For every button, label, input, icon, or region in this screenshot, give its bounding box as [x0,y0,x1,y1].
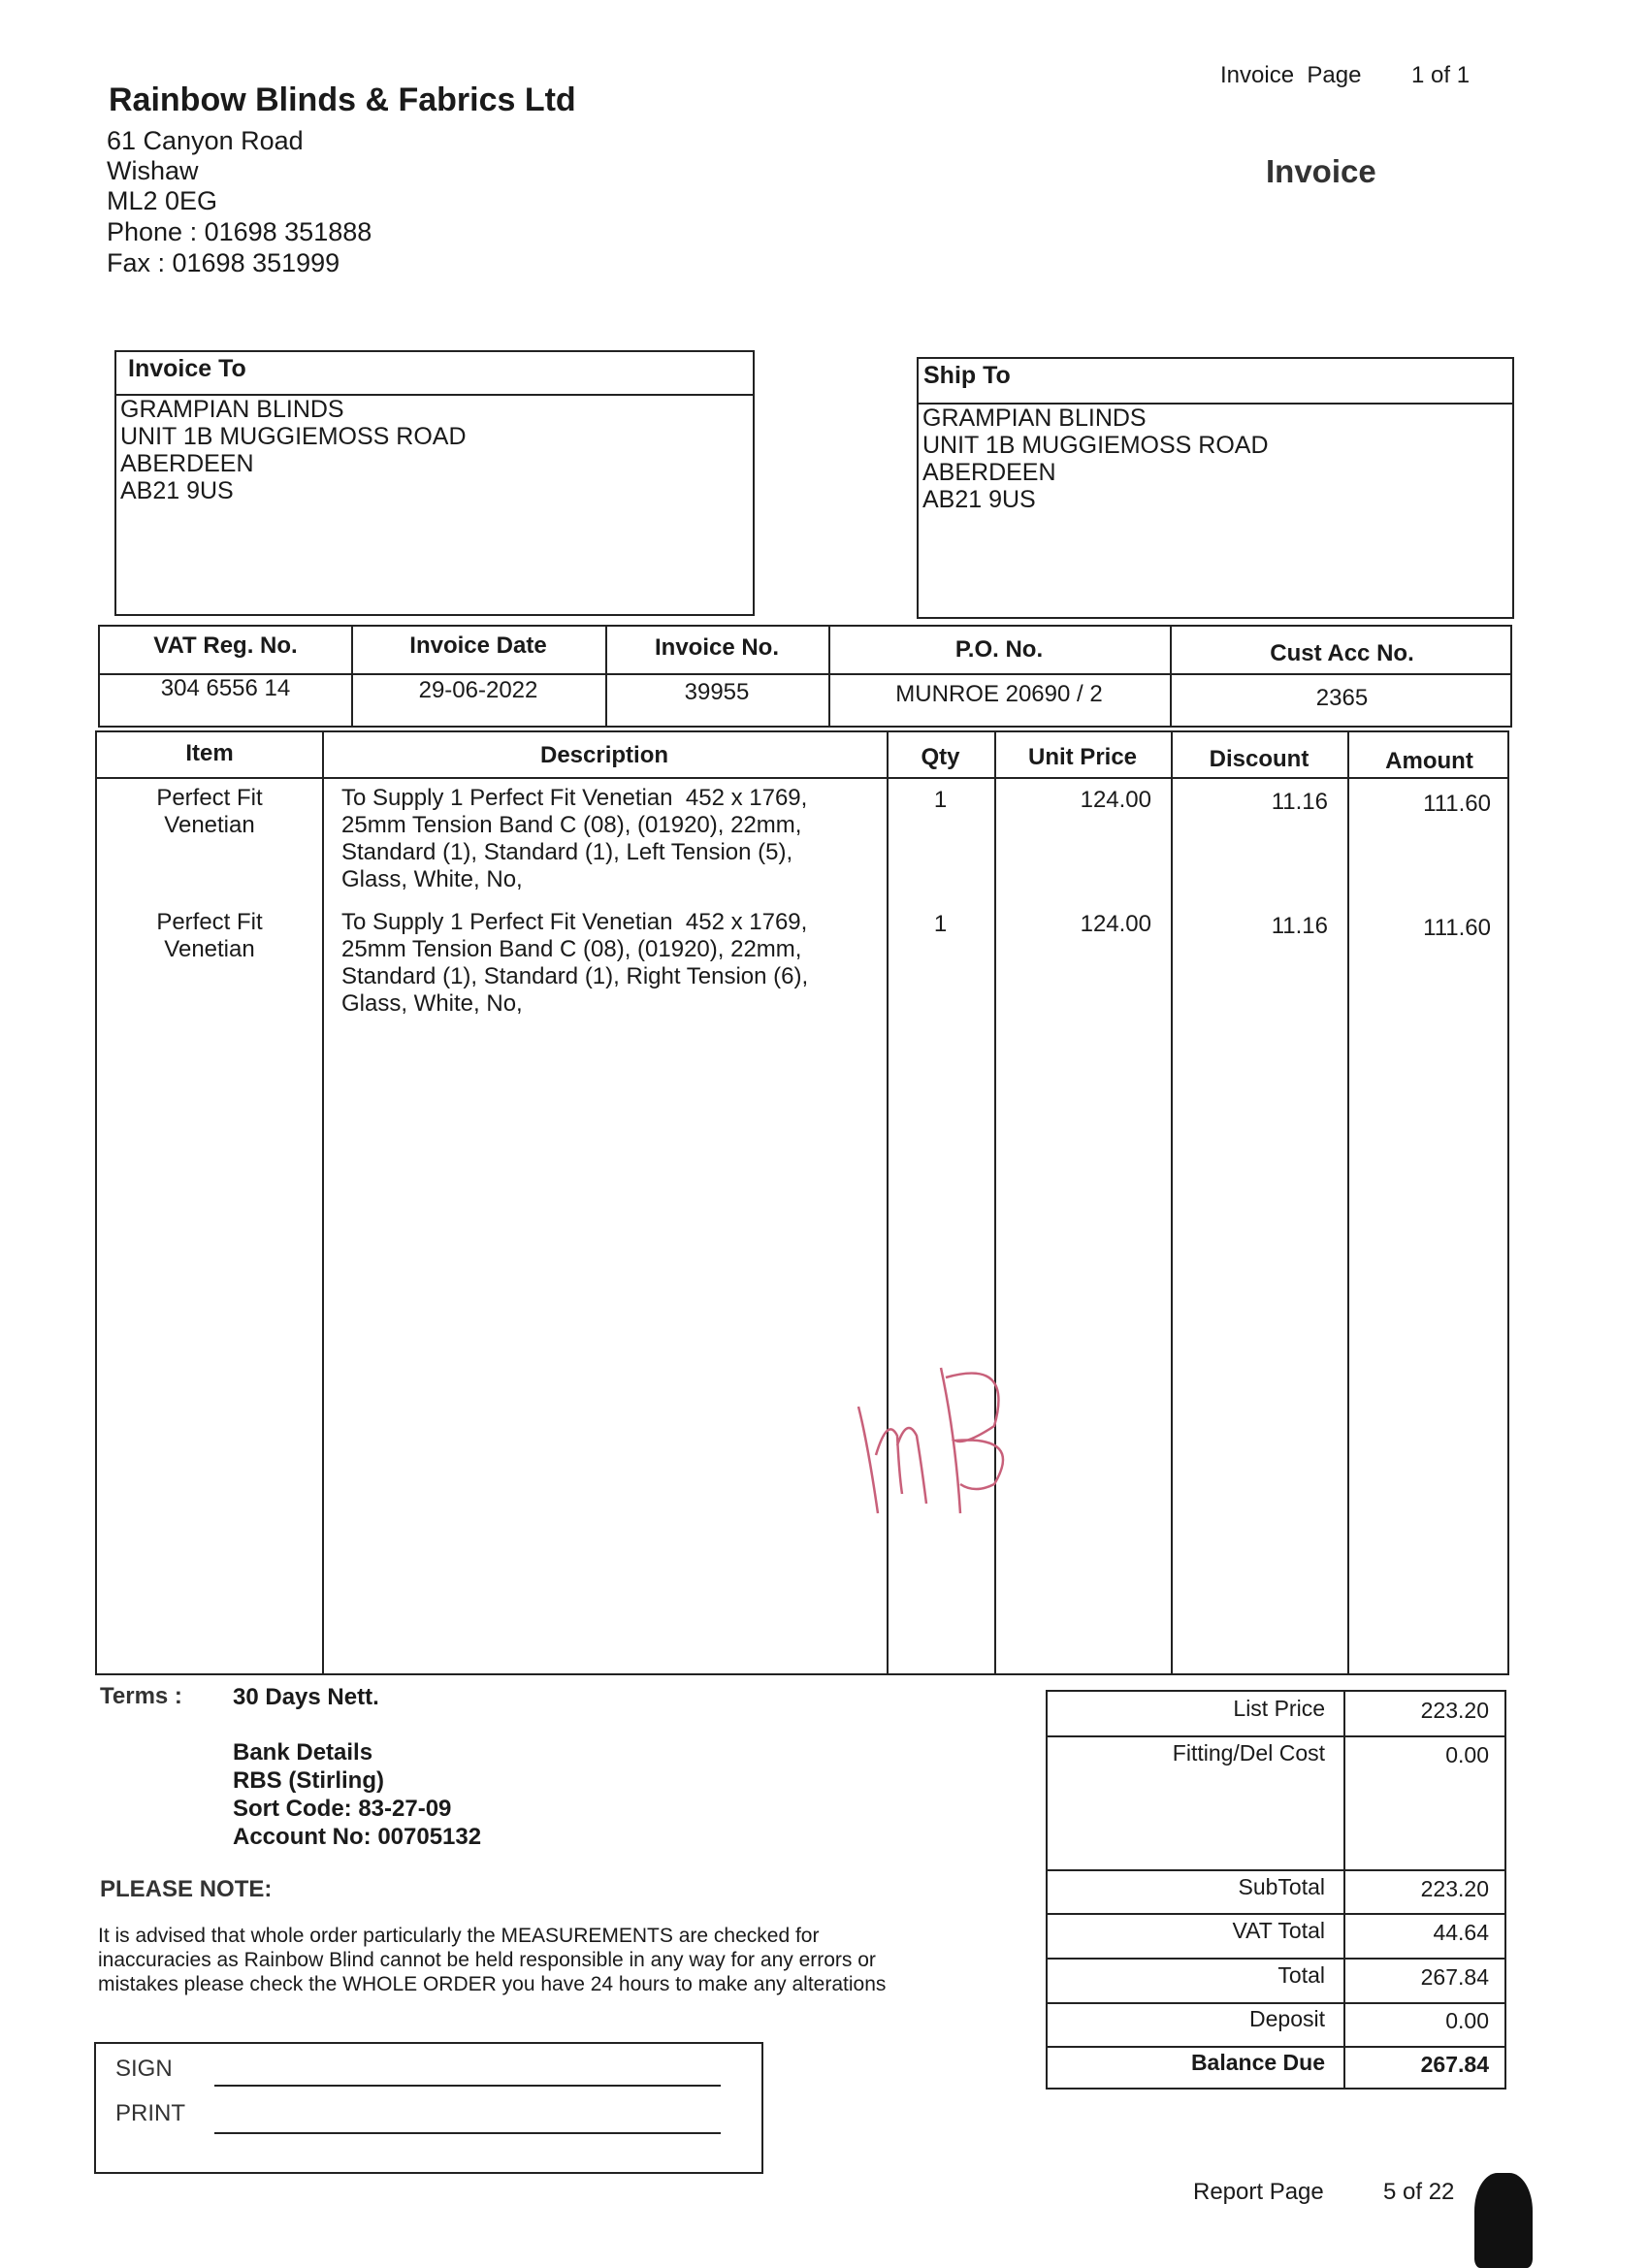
invoice-to-label: Invoice To [128,355,246,382]
po-no-value: MUNROE 20690 / 2 [895,681,1103,707]
totals-table [1046,1690,1506,2090]
totals-label: Deposit [1249,2006,1325,2031]
address-line: UNIT 1B MUGGIEMOSS ROAD [120,423,467,450]
invoice-to-address [120,396,467,504]
totals-value: 0.00 [1445,2008,1489,2033]
item-name: Perfect Fit Venetian [156,785,263,838]
description-header: Description [539,742,669,768]
totals-label: VAT Total [1232,1918,1325,1943]
cust-acc-value: 2365 [1315,685,1369,711]
sign-line[interactable] [214,2085,721,2087]
totals-label: List Price [1233,1696,1325,1721]
totals-label: Total [1277,1962,1325,1988]
totals-label: Fitting/Del Cost [1172,1740,1325,1766]
please-note-text: It is advised that whole order particularly the MEASUREMENTS are checked for inaccuracies as Rainbow Blind cannot be held responsible in any way for any errors or mistakes please check the WHOLE ORDER you have 24 hours to make any alterations [98,1925,887,1995]
company-fax: Fax : 01698 351999 [107,248,340,277]
address-line: Wishaw [107,156,199,185]
invoice-info-table [98,625,1512,728]
company-name: Rainbow Blinds & Fabrics Ltd [109,81,576,118]
address-line: GRAMPIAN BLINDS [120,396,344,423]
scan-ink-blot [1474,2173,1533,2268]
address-line: ABERDEEN [120,450,254,477]
terms-value: 30 Days Nett. [233,1684,379,1710]
item-name: Perfect Fit Venetian [156,909,263,962]
item-unit-price: 124.00 [1080,911,1151,937]
item-qty: 1 [933,787,948,813]
address-line: AB21 9US [922,486,1036,513]
item-discount: 11.16 [1271,789,1328,815]
report-page-label: Report Page [1193,2179,1324,2205]
company-address [107,126,372,278]
balance-due-value: 267.84 [1420,2052,1489,2077]
discount-header: Discount [1209,746,1310,772]
report-page-value: 5 of 22 [1383,2179,1455,2205]
print-line[interactable] [214,2132,721,2134]
vat-reg-header: VAT Reg. No. [153,632,298,659]
totals-label: SubTotal [1238,1874,1325,1899]
document-title: Invoice [1266,153,1376,189]
bank-details: Bank Details RBS (Stirling) Sort Code: 83-27-09 Account No: 00705132 [233,1739,482,1850]
qty-header: Qty [921,744,960,770]
totals-value: 223.20 [1420,1876,1489,1901]
item-unit-price: 124.00 [1080,787,1151,813]
item-header: Item [185,740,234,766]
vat-reg-value: 304 6556 14 [160,675,291,701]
totals-value: 0.00 [1445,1742,1489,1767]
items-table [95,730,1509,1675]
ship-to-label: Ship To [923,362,1011,389]
item-description: To Supply 1 Perfect Fit Venetian 452 x 1769, 25mm Tension Band C (08), (01920), 22mm, Standard (1), Standard (1), Right Tension (6), Glass, White, No, [341,909,809,1017]
po-no-header: P.O. No. [954,636,1044,663]
invoice-no-header: Invoice No. [654,634,780,661]
item-qty: 1 [933,911,948,937]
sign-box [94,2042,763,2174]
invoice-date-header: Invoice Date [409,632,547,659]
sign-label: SIGN [115,2056,173,2082]
ship-to-box [917,357,1514,619]
company-phone: Phone : 01698 351888 [107,217,372,246]
ship-to-address [922,405,1269,513]
address-line: 61 Canyon Road [107,126,304,155]
totals-value: 44.64 [1433,1920,1489,1945]
please-note-title: PLEASE NOTE: [100,1876,273,1902]
totals-value: 223.20 [1420,1698,1489,1723]
totals-value: 267.84 [1420,1964,1489,1990]
invoice-date-value: 29-06-2022 [418,677,538,703]
item-amount: 111.60 [1423,791,1491,817]
unit-price-header: Unit Price [1027,744,1138,770]
address-line: AB21 9US [120,477,234,504]
print-label: PRINT [115,2100,185,2126]
cust-acc-header: Cust Acc No. [1270,640,1414,666]
invoice-page-label: Invoice Page [1220,62,1362,88]
item-amount: 111.60 [1423,915,1491,941]
address-line: ABERDEEN [922,459,1056,486]
amount-header: Amount [1385,748,1473,774]
balance-due-label: Balance Due [1190,2050,1325,2075]
item-discount: 11.16 [1271,913,1328,939]
invoice-to-box [114,350,755,616]
invoice-page-value: 1 of 1 [1411,62,1471,88]
invoice-no-value: 39955 [684,679,750,705]
address-line: UNIT 1B MUGGIEMOSS ROAD [922,432,1269,459]
item-description: To Supply 1 Perfect Fit Venetian 452 x 1769, 25mm Tension Band C (08), (01920), 22mm, Standard (1), Standard (1), Left Tension (5), Glass, White, No, [341,785,808,892]
address-line: ML2 0EG [107,186,218,215]
terms-label: Terms : [100,1683,182,1709]
address-line: GRAMPIAN BLINDS [922,405,1147,432]
handwritten-initials-signature [849,1348,1043,1523]
